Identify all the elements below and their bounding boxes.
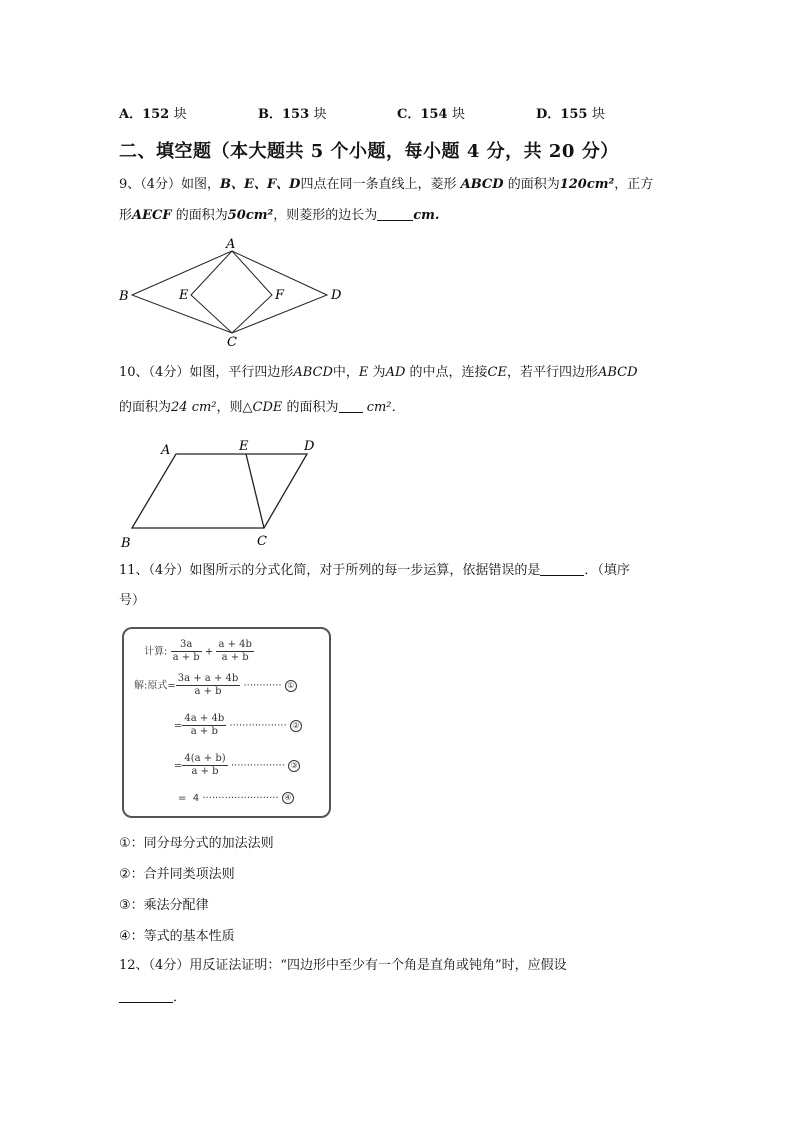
option-unit: 块: [452, 107, 466, 122]
q9-square-area: 50cm²: [227, 208, 274, 223]
calc-row: [144, 639, 254, 664]
solution-label: 解:原式=: [134, 680, 176, 692]
label-b: B: [121, 536, 131, 551]
q10-parallelogram-figure: [115, 432, 330, 552]
q10-triangle: △CDE: [242, 400, 283, 415]
q11-text: ．（填序: [584, 563, 630, 578]
option-value: 153: [282, 107, 310, 122]
step-mark: ③: [288, 760, 300, 772]
label-b: B: [119, 289, 129, 304]
section-title: 二、填空题（本大题共 5 个小题，每小题 4 分，共 20 分）: [119, 141, 619, 162]
result-value: 4: [192, 793, 200, 804]
q10-text: ，若平行四边形: [506, 365, 598, 380]
q9-rhombus-name: ABCD: [460, 177, 504, 192]
q9-line1: [119, 175, 653, 195]
q9-text: 的面积为: [507, 177, 560, 192]
step-mark: ①: [285, 680, 297, 692]
label-c: C: [227, 335, 237, 350]
step-1: [134, 673, 297, 698]
q9-text: ，正方: [614, 177, 654, 192]
step-mark: ②: [290, 720, 302, 732]
q11-item-1: ①：同分母分式的加法法则: [119, 836, 274, 851]
q9-text: 四点在同一条直线上，菱形: [300, 177, 457, 192]
equals-sign: =: [178, 793, 187, 804]
q9-line2: [119, 206, 439, 226]
option-value: 155: [560, 107, 588, 122]
label-e: E: [179, 288, 189, 303]
q10-text: ，则: [216, 400, 243, 415]
option-b: [258, 103, 327, 122]
q9-unit: cm.: [413, 208, 440, 223]
calc-label: 计算:: [144, 646, 168, 658]
q12-answer-blank[interactable]: [119, 989, 173, 1003]
q11-line2: 号）: [119, 593, 146, 608]
option-d: [536, 103, 605, 122]
denominator: a + b: [194, 686, 222, 697]
leader-dots: ············: [243, 680, 282, 692]
option-unit: 块: [313, 107, 327, 122]
option-letter: B．: [258, 107, 282, 122]
denominator: a + b: [172, 652, 200, 663]
label-f: F: [275, 288, 285, 303]
numerator: 3a: [171, 639, 202, 652]
q10-area: 24 cm²: [171, 400, 217, 415]
q10-text: 的面积为: [119, 400, 172, 415]
option-unit: 块: [173, 107, 187, 122]
q9-text: ，则菱形的边长为: [273, 208, 378, 223]
q11-item-3: ③：乘法分配律: [119, 898, 209, 913]
denominator: a + b: [221, 652, 249, 663]
option-value: 154: [420, 107, 448, 122]
step-2: [174, 713, 302, 738]
q10-parallelogram-name: ABCD: [293, 365, 333, 380]
q10-answer-blank[interactable]: [339, 399, 363, 413]
q9-text: 9、（4分）如图，: [119, 177, 221, 192]
q12-line2: [119, 988, 186, 1008]
option-letter: C．: [397, 107, 421, 122]
q11-calculation-box: [122, 627, 331, 818]
step-4: [178, 792, 294, 804]
numerator: 3a + a + 4b: [177, 673, 239, 684]
q11-text: 11、（4分）如图所示的分式化简，对于所列的每一步运算，依据错误的是: [119, 563, 541, 578]
label-d: D: [331, 288, 342, 303]
q11-answer-blank[interactable]: [540, 562, 584, 576]
equals-sign: =: [174, 760, 183, 772]
option-c: [397, 103, 465, 122]
option-letter: D．: [536, 107, 561, 122]
q11-item-2: ②：合并同类项法则: [119, 867, 235, 882]
fraction: [182, 753, 227, 778]
option-letter: A．: [119, 107, 143, 122]
option-a: [119, 103, 187, 122]
label-a: A: [161, 443, 171, 458]
fraction: [171, 639, 202, 664]
q10-line2: [119, 398, 405, 418]
q10-point-e: E: [358, 365, 369, 380]
q12-line1: 12、（4分）用反证法证明：“四边形中至少有一个角是直角或钝角”时，应假设: [119, 958, 567, 973]
q10-text: 的面积为: [286, 400, 339, 415]
parallelogram-abcd: [132, 454, 307, 528]
q9-square-name: AECF: [132, 208, 172, 223]
q9-rhombus-figure: [115, 236, 355, 351]
q11-item-4: ④：等式的基本性质: [119, 929, 235, 944]
q10-line1: [119, 363, 638, 383]
label-a: A: [226, 237, 236, 252]
step-3: [174, 753, 300, 778]
fraction: [182, 713, 226, 738]
q12-text: ．: [173, 990, 187, 1005]
option-value: 152: [142, 107, 170, 122]
q9-text: 的面积为: [175, 208, 228, 223]
q9-rhombus-area: 120cm²: [559, 177, 615, 192]
fraction: [216, 639, 253, 664]
option-unit: 块: [591, 107, 605, 122]
q10-unit: cm²．: [366, 400, 405, 415]
denominator: a + b: [191, 766, 219, 777]
denominator: a + b: [190, 726, 218, 737]
q10-text: 为: [372, 365, 386, 380]
numerator: 4(a + b): [184, 753, 226, 764]
fraction: [176, 673, 241, 698]
q9-points: B、E、F、D: [220, 177, 301, 192]
q11-line1: [119, 561, 630, 581]
numerator: 4a + 4b: [184, 713, 225, 724]
q10-text: 中，: [332, 365, 359, 380]
label-c: C: [257, 534, 267, 549]
leader-dots: ··················: [229, 720, 287, 732]
numerator: a + 4b: [218, 639, 252, 650]
label-e: E: [239, 439, 249, 454]
label-d: D: [304, 439, 315, 454]
q10-segment-ce: CE: [487, 365, 507, 380]
leader-dots: ························: [202, 793, 279, 804]
plus-sign: +: [204, 646, 214, 658]
rhombus-abcd: [132, 251, 327, 333]
leader-dots: ·················: [230, 760, 285, 772]
step-mark: ④: [282, 792, 294, 804]
q10-segment-ad: AD: [385, 365, 406, 380]
q9-text: 形: [119, 208, 133, 223]
equals-sign: =: [174, 720, 183, 732]
q9-answer-blank[interactable]: [377, 207, 413, 221]
segment-ce: [246, 454, 264, 528]
q10-parallelogram-name: ABCD: [597, 365, 638, 380]
q10-text: 的中点，连接: [409, 365, 488, 380]
q10-text: 10、（4分）如图，平行四边形: [119, 365, 294, 380]
